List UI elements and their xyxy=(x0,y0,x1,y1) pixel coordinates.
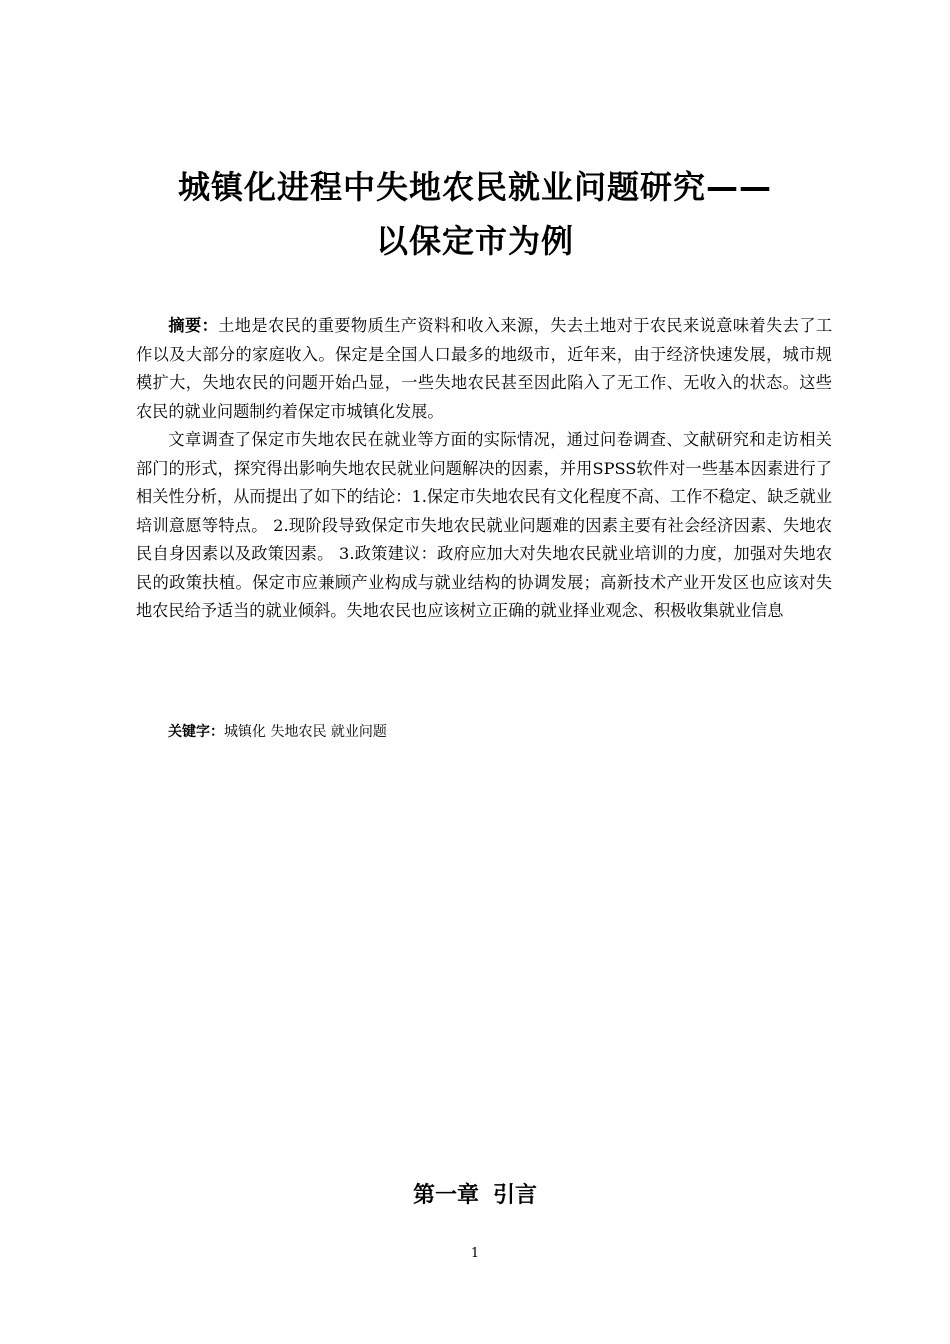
chapter-number: 第一章 xyxy=(412,1183,479,1208)
abstract-text-1: 土地是农民的重要物质生产资料和收入来源，失去土地对于农民来说意味着失去了工作以及大部分的家庭收入。保定是全国人口最多的地级市，近年来，由于经济快速发展，城市规模扩大，失地农民的问题开始凸显，一些失地农民甚至因此陷入了无工作、无收入的状态。这些农民的就业问题制约着保定市城镇化发展。 xyxy=(136,316,833,421)
title-line-2: 以保定市为例 xyxy=(375,222,574,260)
chapter-heading xyxy=(0,1176,950,1216)
title-line-1: 城镇化进程中失地农民就业问题研究—— xyxy=(177,168,772,206)
abstract-paragraph-1 xyxy=(136,312,832,426)
page-number: 1 xyxy=(470,1246,480,1261)
keywords-label: 关键字： xyxy=(168,724,224,740)
keywords-line xyxy=(168,721,387,743)
abstract-text-2: 文章调查了保定市失地农民在就业等方面的实际情况，通过问卷调查、文献研究和走访相关部门的形式，探究得出影响失地农民就业问题解决的因素，并用SPSS软件对一些基本因素进行了相关性分析，从而提出了如下的结论：1.保定市失地农民有文化程度不高、工作不稳定、缺乏就业培训意愿等特点。 2.现阶段导致保定市失地农民就业问题难的因素主要有社会经济因素、失地农民自身因素以及政策因素。 3.政策建议：政府应加大对失地农民就业培训的力度，加强对失地农民的政策扶植。保定市应兼顾产业构成与就业结构的协调发展；高新技术产业开发区也应该对失地农民给予适当的就业倾斜。失地农民也应该树立正确的就业择业观念、积极收集就业信息 xyxy=(136,430,832,620)
chapter-name: 引言 xyxy=(493,1183,538,1208)
keywords-value: 城镇化 失地农民 就业问题 xyxy=(224,724,387,740)
abstract-label: 摘要： xyxy=(168,316,219,335)
abstract-section xyxy=(136,312,832,626)
abstract-paragraph-2 xyxy=(136,426,832,626)
document-title xyxy=(0,160,950,268)
